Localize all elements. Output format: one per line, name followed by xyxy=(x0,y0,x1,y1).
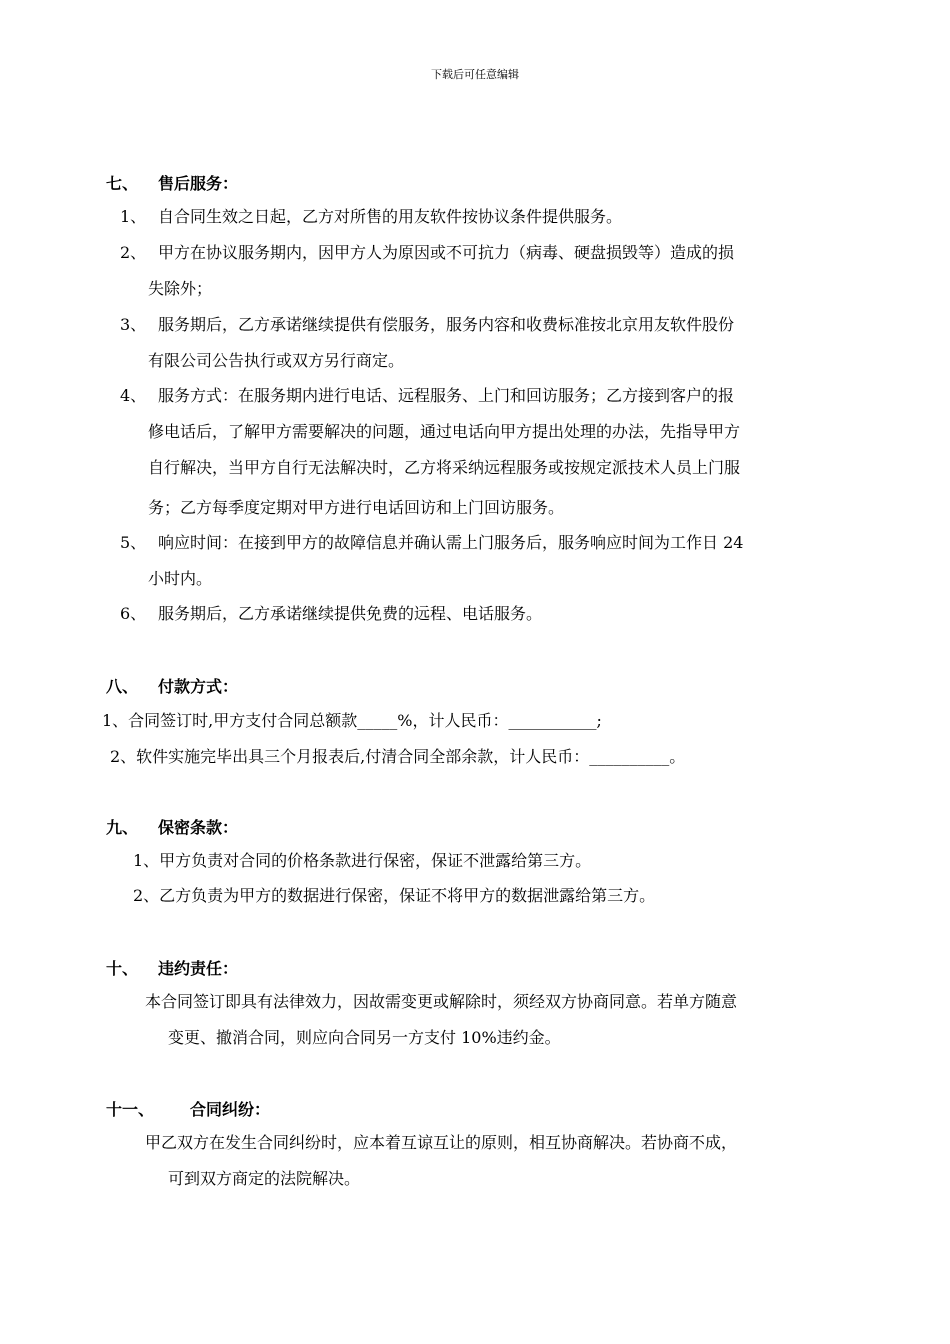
section-heading-9 xyxy=(106,816,239,840)
dispute-paragraph-line: 甲乙双方在发生合同纠纷时，应本着互谅互让的原则，相互协商解决。若协商不成， xyxy=(145,1133,738,1152)
item-text: 服务期后，乙方承诺继续提供免费的远程、电话服务。 xyxy=(158,604,543,623)
payment-text: 2、软件实施完毕出具三个月报表后,付清合同全部余款，计人民币： xyxy=(110,747,590,766)
section-title: 付款方式： xyxy=(158,677,239,696)
payment-line-1 xyxy=(102,703,602,739)
section-number: 十一、 xyxy=(106,1100,155,1119)
dispute-paragraph-line: 可到双方商定的法院解决。 xyxy=(168,1169,361,1188)
payment-text: 。 xyxy=(669,747,686,766)
item-number: 1、 xyxy=(120,207,147,226)
page-header: 下载后可任意编辑 xyxy=(431,68,519,81)
item-continuation: 失除外； xyxy=(148,279,213,298)
section-heading-7 xyxy=(106,172,239,196)
item-continuation: 务；乙方每季度定期对甲方进行电话回访和上门回访服务。 xyxy=(148,498,565,517)
item-number: 5、 xyxy=(120,533,147,552)
section-heading-10 xyxy=(106,957,239,981)
item-number: 3、 xyxy=(120,315,147,334)
section-title: 保密条款： xyxy=(158,818,239,837)
section-number: 十、 xyxy=(106,959,139,978)
section-number: 七、 xyxy=(106,174,139,193)
section-number: 九、 xyxy=(106,818,139,837)
item-text: 自合同生效之日起，乙方对所售的用友软件按协议条件提供服务。 xyxy=(158,207,623,226)
section-heading-8 xyxy=(106,675,239,699)
item-number: 6、 xyxy=(120,604,147,623)
payment-text: 1、合同签订时,甲方支付合同总额款 xyxy=(102,711,358,730)
item-continuation: 修电话后，了解甲方需要解决的问题，通过电话向甲方提出处理的办法，先指导甲方 xyxy=(148,422,741,441)
breach-paragraph-line: 本合同签订即具有法律效力，因故需变更或解除时，须经双方协商同意。若单方随意 xyxy=(145,992,738,1011)
percent-blank: _____ xyxy=(357,711,398,730)
item-text: 响应时间：在接到甲方的故障信息并确认需上门服务后，服务响应时间为工作日 24 xyxy=(158,533,744,552)
item-text: 甲方在协议服务期内，因甲方人为原因或不可抗力（病毒、硬盘损毁等）造成的损 xyxy=(158,243,735,262)
confidentiality-item-1: 1、甲方负责对合同的价格条款进行保密，保证不泄露给第三方。 xyxy=(133,851,592,870)
section-title: 售后服务： xyxy=(158,174,239,193)
section-heading-11 xyxy=(106,1098,271,1122)
item-number: 4、 xyxy=(120,386,147,405)
payment-text: ; xyxy=(596,711,602,730)
item-continuation: 小时内。 xyxy=(148,569,213,588)
item-text: 服务期后，乙方承诺继续提供有偿服务，服务内容和收费标准按北京用友软件股份 xyxy=(158,315,735,334)
amount-blank: ___________ xyxy=(508,711,597,730)
section-title: 违约责任： xyxy=(158,959,239,978)
payment-line-2 xyxy=(110,739,685,775)
section-title: 合同纠纷： xyxy=(190,1100,271,1119)
item-continuation: 有限公司公告执行或双方另行商定。 xyxy=(148,351,405,370)
item-continuation: 自行解决，当甲方自行无法解决时，乙方将采纳远程服务或按规定派技术人员上门服 xyxy=(148,458,741,477)
confidentiality-item-2: 2、乙方负责为甲方的数据进行保密，保证不将甲方的数据泄露给第三方。 xyxy=(133,886,656,905)
item-number: 2、 xyxy=(120,243,147,262)
payment-text: %，计人民币： xyxy=(397,711,509,730)
amount-blank: __________ xyxy=(589,747,670,766)
breach-paragraph-line: 变更、撤消合同，则应向合同另一方支付 10%违约金。 xyxy=(168,1028,561,1047)
item-text: 服务方式：在服务期内进行电话、远程服务、上门和回访服务；乙方接到客户的报 xyxy=(158,386,735,405)
section-number: 八、 xyxy=(106,677,139,696)
